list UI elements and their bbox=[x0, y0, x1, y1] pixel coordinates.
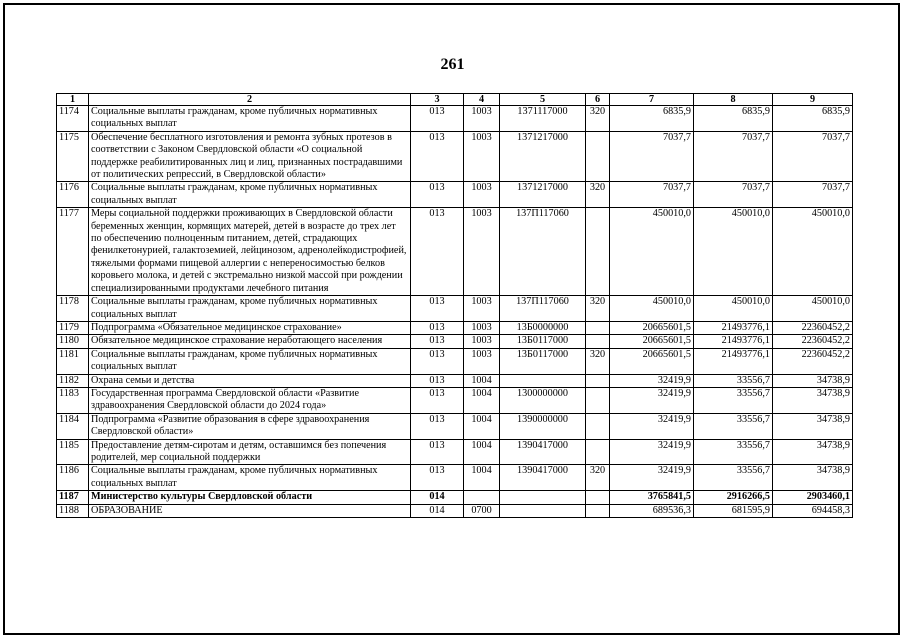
row-section-code: 1003 bbox=[464, 348, 500, 374]
row-target-code: 1371217000 bbox=[500, 182, 586, 208]
row-amount-2020: 7037,7 bbox=[610, 182, 694, 208]
row-amount-2021: 33556,7 bbox=[694, 439, 773, 465]
row-ministry-code: 013 bbox=[411, 131, 464, 182]
row-amount-2021: 33556,7 bbox=[694, 387, 773, 413]
row-target-code: 1390417000 bbox=[500, 465, 586, 491]
row-target-code: 13Б0117000 bbox=[500, 335, 586, 348]
row-amount-2020: 689536,3 bbox=[610, 504, 694, 517]
row-ministry-code: 013 bbox=[411, 321, 464, 334]
table-row bbox=[57, 374, 853, 387]
header-cell: 1 bbox=[57, 94, 89, 106]
row-amount-2022: 22360452,2 bbox=[773, 321, 853, 334]
row-number: 1183 bbox=[57, 387, 89, 413]
row-expense-type: 320 bbox=[586, 106, 610, 132]
row-section-code: 1003 bbox=[464, 296, 500, 322]
row-section-code: 1003 bbox=[464, 208, 500, 296]
table-row bbox=[57, 491, 853, 504]
table-row bbox=[57, 321, 853, 334]
row-target-code: 1390000000 bbox=[500, 413, 586, 439]
row-amount-2022: 450010,0 bbox=[773, 208, 853, 296]
page-number: 261 bbox=[440, 56, 465, 73]
row-name: Министерство культуры Свердловской области bbox=[89, 491, 411, 504]
row-expense-type bbox=[586, 374, 610, 387]
row-name: Предоставление детям-сиротам и детям, оставшимся без попечения родителей, мер социальной поддержки bbox=[89, 439, 411, 465]
row-section-code: 1003 bbox=[464, 131, 500, 182]
row-amount-2022: 34738,9 bbox=[773, 387, 853, 413]
row-amount-2020: 32419,9 bbox=[610, 374, 694, 387]
row-section-code: 1003 bbox=[464, 321, 500, 334]
row-name: Социальные выплаты гражданам, кроме публичных нормативных социальных выплат bbox=[89, 296, 411, 322]
row-ministry-code: 013 bbox=[411, 208, 464, 296]
row-section-code: 1003 bbox=[464, 106, 500, 132]
row-expense-type bbox=[586, 504, 610, 517]
row-amount-2022: 450010,0 bbox=[773, 296, 853, 322]
header-cell: 2 bbox=[89, 94, 411, 106]
row-amount-2022: 7037,7 bbox=[773, 182, 853, 208]
row-target-code: 137П117060 bbox=[500, 208, 586, 296]
row-expense-type: 320 bbox=[586, 182, 610, 208]
row-ministry-code: 013 bbox=[411, 413, 464, 439]
row-section-code: 1003 bbox=[464, 182, 500, 208]
row-number: 1176 bbox=[57, 182, 89, 208]
row-name: Подпрограмма «Обязательное медицинское страхование» bbox=[89, 321, 411, 334]
table-row bbox=[57, 413, 853, 439]
row-amount-2021: 21493776,1 bbox=[694, 348, 773, 374]
row-ministry-code: 013 bbox=[411, 335, 464, 348]
row-number: 1185 bbox=[57, 439, 89, 465]
row-section-code: 0700 bbox=[464, 504, 500, 517]
row-name: Социальные выплаты гражданам, кроме публичных нормативных социальных выплат bbox=[89, 348, 411, 374]
row-expense-type bbox=[586, 321, 610, 334]
row-target-code: 1371217000 bbox=[500, 131, 586, 182]
row-section-code: 1004 bbox=[464, 439, 500, 465]
row-expense-type bbox=[586, 439, 610, 465]
row-name: Охрана семьи и детства bbox=[89, 374, 411, 387]
table-row bbox=[57, 387, 853, 413]
row-ministry-code: 013 bbox=[411, 106, 464, 132]
row-number: 1175 bbox=[57, 131, 89, 182]
row-amount-2022: 6835,9 bbox=[773, 106, 853, 132]
row-target-code: 1300000000 bbox=[500, 387, 586, 413]
row-target-code: 13Б0000000 bbox=[500, 321, 586, 334]
budget-table bbox=[56, 93, 853, 518]
row-expense-type bbox=[586, 335, 610, 348]
row-section-code: 1004 bbox=[464, 413, 500, 439]
row-section-code bbox=[464, 491, 500, 504]
header-cell: 7 bbox=[610, 94, 694, 106]
table-row bbox=[57, 296, 853, 322]
row-number: 1181 bbox=[57, 348, 89, 374]
row-name: Социальные выплаты гражданам, кроме публичных нормативных социальных выплат bbox=[89, 182, 411, 208]
header-cell: 9 bbox=[773, 94, 853, 106]
header-cell: 8 bbox=[694, 94, 773, 106]
row-target-code bbox=[500, 504, 586, 517]
row-amount-2021: 450010,0 bbox=[694, 208, 773, 296]
row-amount-2020: 32419,9 bbox=[610, 413, 694, 439]
table-row bbox=[57, 348, 853, 374]
table-row bbox=[57, 465, 853, 491]
table-row bbox=[57, 131, 853, 182]
row-amount-2020: 20665601,5 bbox=[610, 348, 694, 374]
row-amount-2022: 22360452,2 bbox=[773, 348, 853, 374]
row-name: Социальные выплаты гражданам, кроме публичных нормативных социальных выплат bbox=[89, 465, 411, 491]
row-expense-type bbox=[586, 208, 610, 296]
row-amount-2020: 20665601,5 bbox=[610, 321, 694, 334]
row-name: Социальные выплаты гражданам, кроме публичных нормативных социальных выплат bbox=[89, 106, 411, 132]
row-ministry-code: 013 bbox=[411, 296, 464, 322]
row-ministry-code: 013 bbox=[411, 374, 464, 387]
row-ministry-code: 013 bbox=[411, 348, 464, 374]
header-row bbox=[57, 94, 853, 106]
row-name: Обязательное медицинское страхование неработающего населения bbox=[89, 335, 411, 348]
row-amount-2020: 32419,9 bbox=[610, 439, 694, 465]
row-amount-2021: 21493776,1 bbox=[694, 321, 773, 334]
row-amount-2021: 6835,9 bbox=[694, 106, 773, 132]
row-number: 1179 bbox=[57, 321, 89, 334]
row-target-code bbox=[500, 491, 586, 504]
row-target-code: 137П117060 bbox=[500, 296, 586, 322]
row-amount-2020: 3765841,5 bbox=[610, 491, 694, 504]
row-number: 1174 bbox=[57, 106, 89, 132]
row-section-code: 1003 bbox=[464, 335, 500, 348]
table-row bbox=[57, 439, 853, 465]
row-number: 1182 bbox=[57, 374, 89, 387]
row-number: 1180 bbox=[57, 335, 89, 348]
row-number: 1188 bbox=[57, 504, 89, 517]
row-amount-2021: 33556,7 bbox=[694, 374, 773, 387]
row-amount-2020: 32419,9 bbox=[610, 465, 694, 491]
row-name: Подпрограмма «Развитие образования в сфере здравоохранения Свердловской области» bbox=[89, 413, 411, 439]
row-amount-2021: 2916266,5 bbox=[694, 491, 773, 504]
row-number: 1178 bbox=[57, 296, 89, 322]
row-amount-2022: 34738,9 bbox=[773, 374, 853, 387]
row-target-code: 13Б0117000 bbox=[500, 348, 586, 374]
row-expense-type bbox=[586, 131, 610, 182]
row-target-code: 1390417000 bbox=[500, 439, 586, 465]
row-name: Государственная программа Свердловской области «Развитие здравоохранения Свердловской области до 2024 года» bbox=[89, 387, 411, 413]
header-cell: 6 bbox=[586, 94, 610, 106]
row-name: Меры социальной поддержки проживающих в Свердловской области беременных женщин, кормящих матерей, детей в возрасте до трех лет по обеспечению полноценным питанием, детей, страдающих фенилкетонурией, галактоземией, лейцинозом, адренолейкодистрофией, тяжелыми формами пищевой аллергии с непереносимостью белков коровьего молока, и детей с экстремально низкой массой при рождении специализированными продуктами лечебного питания bbox=[89, 208, 411, 296]
row-amount-2021: 7037,7 bbox=[694, 131, 773, 182]
row-number: 1177 bbox=[57, 208, 89, 296]
row-amount-2021: 21493776,1 bbox=[694, 335, 773, 348]
row-amount-2021: 450010,0 bbox=[694, 296, 773, 322]
header-cell: 4 bbox=[464, 94, 500, 106]
row-amount-2022: 34738,9 bbox=[773, 465, 853, 491]
row-amount-2020: 20665601,5 bbox=[610, 335, 694, 348]
row-amount-2020: 450010,0 bbox=[610, 296, 694, 322]
row-number: 1186 bbox=[57, 465, 89, 491]
table-row bbox=[57, 182, 853, 208]
row-target-code bbox=[500, 374, 586, 387]
row-ministry-code: 013 bbox=[411, 439, 464, 465]
row-amount-2022: 7037,7 bbox=[773, 131, 853, 182]
row-amount-2022: 34738,9 bbox=[773, 439, 853, 465]
table-row bbox=[57, 106, 853, 132]
row-number: 1187 bbox=[57, 491, 89, 504]
row-amount-2022: 22360452,2 bbox=[773, 335, 853, 348]
row-amount-2022: 694458,3 bbox=[773, 504, 853, 517]
row-amount-2022: 2903460,1 bbox=[773, 491, 853, 504]
row-ministry-code: 014 bbox=[411, 491, 464, 504]
row-expense-type: 320 bbox=[586, 296, 610, 322]
row-ministry-code: 014 bbox=[411, 504, 464, 517]
row-amount-2021: 33556,7 bbox=[694, 413, 773, 439]
row-name: Обеспечение бесплатного изготовления и ремонта зубных протезов в соответствии с Законом Свердловской области «О социальной поддержке реабилитированных лиц и лиц, признанных пострадавшими от политических репрессий, в Свердловской области» bbox=[89, 131, 411, 182]
row-ministry-code: 013 bbox=[411, 387, 464, 413]
row-amount-2020: 6835,9 bbox=[610, 106, 694, 132]
row-ministry-code: 013 bbox=[411, 465, 464, 491]
header-cell: 3 bbox=[411, 94, 464, 106]
row-number: 1184 bbox=[57, 413, 89, 439]
row-ministry-code: 013 bbox=[411, 182, 464, 208]
row-amount-2020: 7037,7 bbox=[610, 131, 694, 182]
row-amount-2022: 34738,9 bbox=[773, 413, 853, 439]
row-expense-type: 320 bbox=[586, 348, 610, 374]
row-expense-type bbox=[586, 491, 610, 504]
row-amount-2020: 450010,0 bbox=[610, 208, 694, 296]
row-section-code: 1004 bbox=[464, 465, 500, 491]
row-amount-2021: 7037,7 bbox=[694, 182, 773, 208]
row-expense-type bbox=[586, 413, 610, 439]
table-row bbox=[57, 335, 853, 348]
row-expense-type bbox=[586, 387, 610, 413]
row-name: ОБРАЗОВАНИЕ bbox=[89, 504, 411, 517]
row-amount-2020: 32419,9 bbox=[610, 387, 694, 413]
table-row bbox=[57, 504, 853, 517]
table-row bbox=[57, 208, 853, 296]
row-target-code: 1371117000 bbox=[500, 106, 586, 132]
header-cell: 5 bbox=[500, 94, 586, 106]
row-section-code: 1004 bbox=[464, 374, 500, 387]
row-section-code: 1004 bbox=[464, 387, 500, 413]
row-amount-2021: 681595,9 bbox=[694, 504, 773, 517]
row-amount-2021: 33556,7 bbox=[694, 465, 773, 491]
row-expense-type: 320 bbox=[586, 465, 610, 491]
